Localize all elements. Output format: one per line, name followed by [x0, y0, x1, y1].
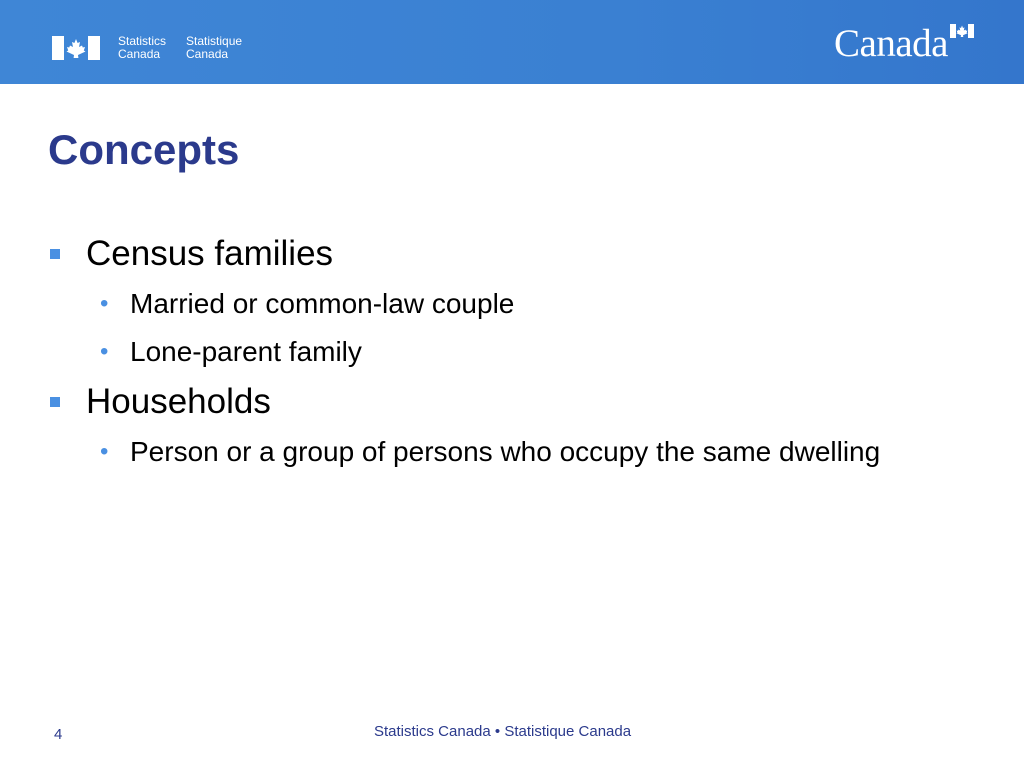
bullet-group-households: [48, 380, 968, 472]
slide-title: Concepts: [48, 126, 240, 173]
bullet-group-census-families: [48, 232, 968, 372]
bullet-label: Census families: [86, 234, 334, 273]
square-bullet-icon: [50, 397, 60, 407]
dot-bullet-icon: •: [100, 338, 109, 365]
dot-bullet-icon: •: [100, 290, 109, 317]
subbullet-household-definition: [48, 432, 970, 472]
subbullet-label: Lone-parent family: [130, 336, 362, 367]
square-bullet-icon: [50, 249, 60, 259]
agency-name-en: [118, 35, 166, 61]
bullet-households: [48, 380, 968, 424]
dot-bullet-icon: •: [100, 438, 109, 465]
agency-en-line1: Statistics: [118, 34, 167, 48]
subbullet-label: Person or a group of persons who occupy the same dwelling: [130, 436, 881, 467]
bullet-census-families: [48, 232, 968, 276]
footer-text: Statistics Canada • Statistique Canada: [374, 723, 632, 740]
agency-names: [118, 35, 242, 61]
agency-en-line2: Canada: [118, 47, 161, 61]
agency-name-fr: [186, 35, 242, 61]
wordmark-flag-icon: [950, 24, 974, 38]
header-bar: [0, 0, 1024, 84]
agency-fr-line2: Canada: [186, 47, 229, 61]
subbullet-lone-parent: [48, 332, 968, 372]
bullet-label: Households: [86, 382, 271, 421]
wordmark-text: Canada: [834, 22, 948, 65]
canada-wordmark: [834, 22, 974, 66]
subbullet-label: Married or common-law couple: [130, 288, 515, 319]
subbullet-couple: [48, 284, 968, 324]
page-number: 4: [54, 726, 63, 743]
slide-content: [48, 232, 968, 480]
canada-flag-symbol-icon: [52, 36, 100, 60]
agency-fr-line1: Statistique: [186, 34, 243, 48]
